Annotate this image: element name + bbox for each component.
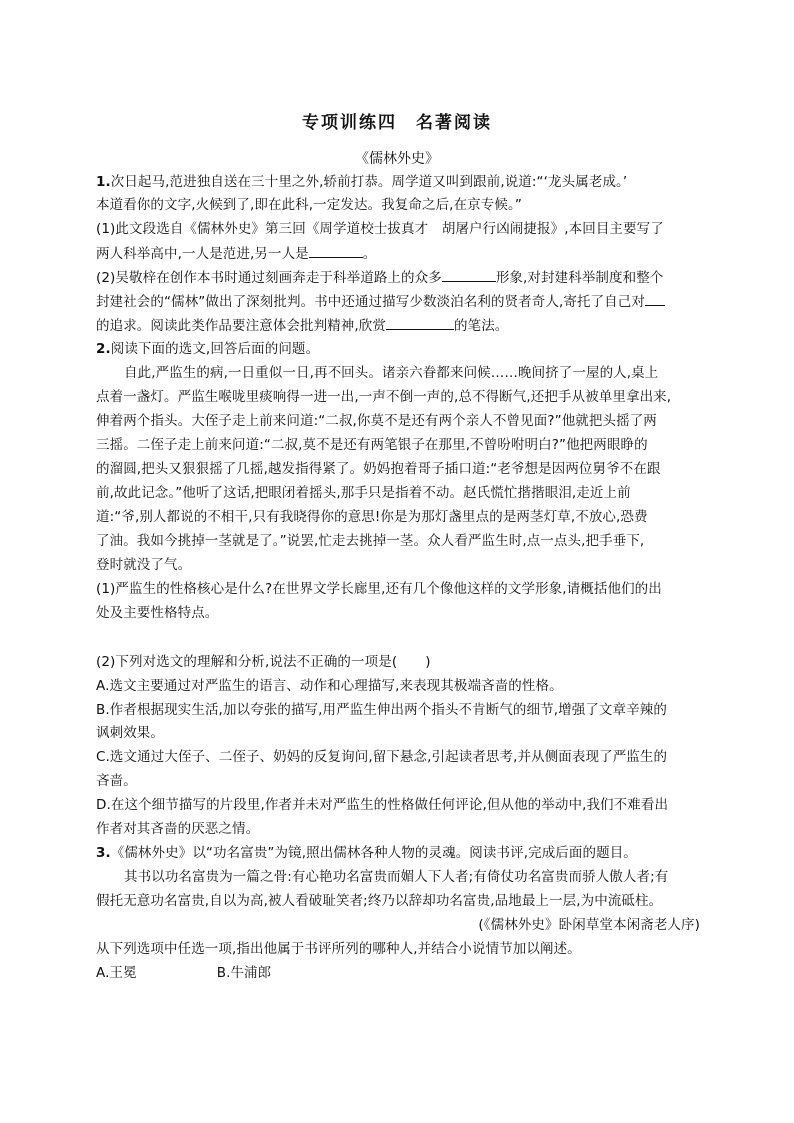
passage-line: 伸着两个指头。大侄子走上前来问道:“二叔,你莫不是还有两个亲人不曾见面?”他就把头摇了两 [96, 413, 657, 429]
passage-line: 点着一盏灯。严监生喉咙里痰响得一进一出,一声不倒一声的,总不得断气,还把手从被单里拿出来, [96, 389, 672, 405]
q1-sub2-line-3 [96, 316, 700, 335]
q1-sub1-end: 。 [362, 246, 377, 262]
option-d-line-1: D.在这个细节描写的片段里,作者并未对严监生的性格做任何评论,但从他的举动中,我们不难看出 [96, 797, 669, 813]
q1-number: 1. [96, 174, 111, 190]
q2-sub2-stem-text: (2)下列对选文的理解和分析,说法不正确的一项是( [96, 654, 398, 670]
q1-sub2-text-e: 的笔法。 [454, 318, 509, 334]
q1-line-1 [96, 173, 700, 191]
passage-line: 了油。我如今挑掉一茎就是了。”说罢,忙走去挑掉一茎。众人看严监生时,点一点头,把手垂下, [96, 533, 645, 549]
q1-sub1-text: 两人科举高中,一人是范进,另一人是 [96, 246, 309, 262]
passage-line: 道:“爷,别人都说的不相干,只有我晓得你的意思!你是为那灯盏里点的是两茎灯草,不放心,恐费 [96, 509, 648, 525]
q1-sub1-line-2 [96, 244, 700, 263]
answer-blank[interactable] [309, 244, 363, 258]
q2-number: 2. [96, 341, 111, 357]
q3-text: 《儒林外史》以“功名富贵”为镜,照出儒林各种人物的灵魂。阅读书评,完成后面的题目。 [110, 845, 637, 861]
page-title: 专项训练四 名著阅读 [302, 113, 492, 133]
q2-sub1-line-2: 处及主要性格特点。 [96, 605, 219, 621]
review-line-1: 其书以功名富贵为一篇之骨:有心艳功名富贵而媚人下人者;有倚仗功名富贵而骄人傲人者;有 [124, 869, 669, 885]
review-line-2: 假托无意功名富贵,自以为高,被人看破耻笑者;终乃以辞却功名富贵,品地最上一层,为中流砥柱。 [96, 893, 663, 909]
option-b-niupulang: B.牛浦郎 [216, 965, 272, 981]
answer-blank[interactable] [386, 316, 454, 330]
option-b-line-1: B.作者根据现实生活,加以夸张的描写,用严监生伸出两个指头不肯断气的细节,增强了文章辛辣的 [96, 702, 667, 718]
q1-sub2-line-1 [96, 268, 700, 287]
option-c-line-2: 吝啬。 [96, 773, 137, 789]
q3-line-1 [96, 844, 700, 862]
q1-sub2-text-c: 封建社会的“儒林”做出了深刻批判。书中还通过描写少数淡泊名利的贤者奇人,寄托了自己对 [96, 294, 645, 310]
q3-number: 3. [96, 845, 111, 861]
q1-sub2-text-b: 形象,对封建科举制度和整个 [495, 270, 664, 286]
q3-ask: 从下列选项中任选一项,指出他属于书评所列的哪种人,并结合小说情节加以阐述。 [96, 941, 581, 957]
option-a-wangmian: A.王冕 [96, 965, 137, 981]
q2-sub1-line-1: (1)严监生的性格核心是什么?在世界文学长廊里,还有几个像他这样的文学形象,请概括他们的出 [96, 581, 662, 597]
passage-line: 的溜圆,把头又狠狠摇了几摇,越发指得紧了。奶妈抱着哥子插口道:“老爷想是因两位舅爷不在跟 [96, 461, 661, 477]
q2-sub2-stem [96, 653, 700, 671]
passage-line: 自此,严监生的病,一日重似一日,再不回头。诸亲六眷都来问候……晚间挤了一屋的人,桌上 [124, 365, 659, 381]
q1-text: 次日起马,范进独自送在三十里之外,轿前打恭。周学道又叫到跟前,说道:“‘龙头属老成。’ [110, 174, 628, 190]
section-title: 《儒林外史》 [355, 151, 439, 167]
q1-sub2-text-a: (2)吴敬梓在创作本书时通过刻画奔走于科举道路上的众多 [96, 270, 442, 286]
answer-blank[interactable] [442, 268, 496, 282]
option-d-line-2: 作者对其吝啬的厌恶之情。 [96, 821, 260, 837]
answer-blank[interactable] [645, 292, 665, 306]
q2-sub2-stem-close: ) [425, 654, 431, 670]
q2-intro: 阅读下面的选文,回答后面的问题。 [110, 341, 320, 357]
option-c-line-1: C.选文通过大侄子、二侄子、奶妈的反复询问,留下悬念,引起读者思考,并从侧面表现了严监生的 [96, 749, 668, 765]
q1-sub1-line-1: (1)此文段选自《儒林外史》第三回《周学道校士拔真才 胡屠户行凶闹捷报》,本回目主要写了 [96, 221, 664, 237]
passage-line: 登时就没了气。 [96, 557, 192, 573]
q1-sub2-line-2 [96, 292, 700, 311]
q3-options [96, 964, 700, 982]
option-b-line-2: 讽刺效果。 [96, 725, 164, 741]
passage-line: 三摇。二侄子走上前来问道:“二叔,莫不是还有两笔银子在那里,不曾吩咐明白?”他把两眼睁的 [96, 437, 648, 453]
q2-intro-line [96, 340, 700, 358]
q1-line-2: 本道看你的文字,火候到了,即在此科,一定发达。我复命之后,在京专候。” [96, 197, 522, 213]
q1-sub2-text-d: 的追求。阅读此类作品要注意体会批判精神,欣赏 [96, 318, 386, 334]
review-source: (《儒林外史》卧闲草堂本闲斋老人序) [478, 917, 700, 933]
option-a: A.选文主要通过对严监生的语言、动作和心理描写,来表现其极端吝啬的性格。 [96, 678, 563, 694]
passage-line: 前,故此记念。”他听了这话,把眼闭着摇头,那手只是指着不动。赵氏慌忙揩揩眼泪,走近上前 [96, 485, 631, 501]
